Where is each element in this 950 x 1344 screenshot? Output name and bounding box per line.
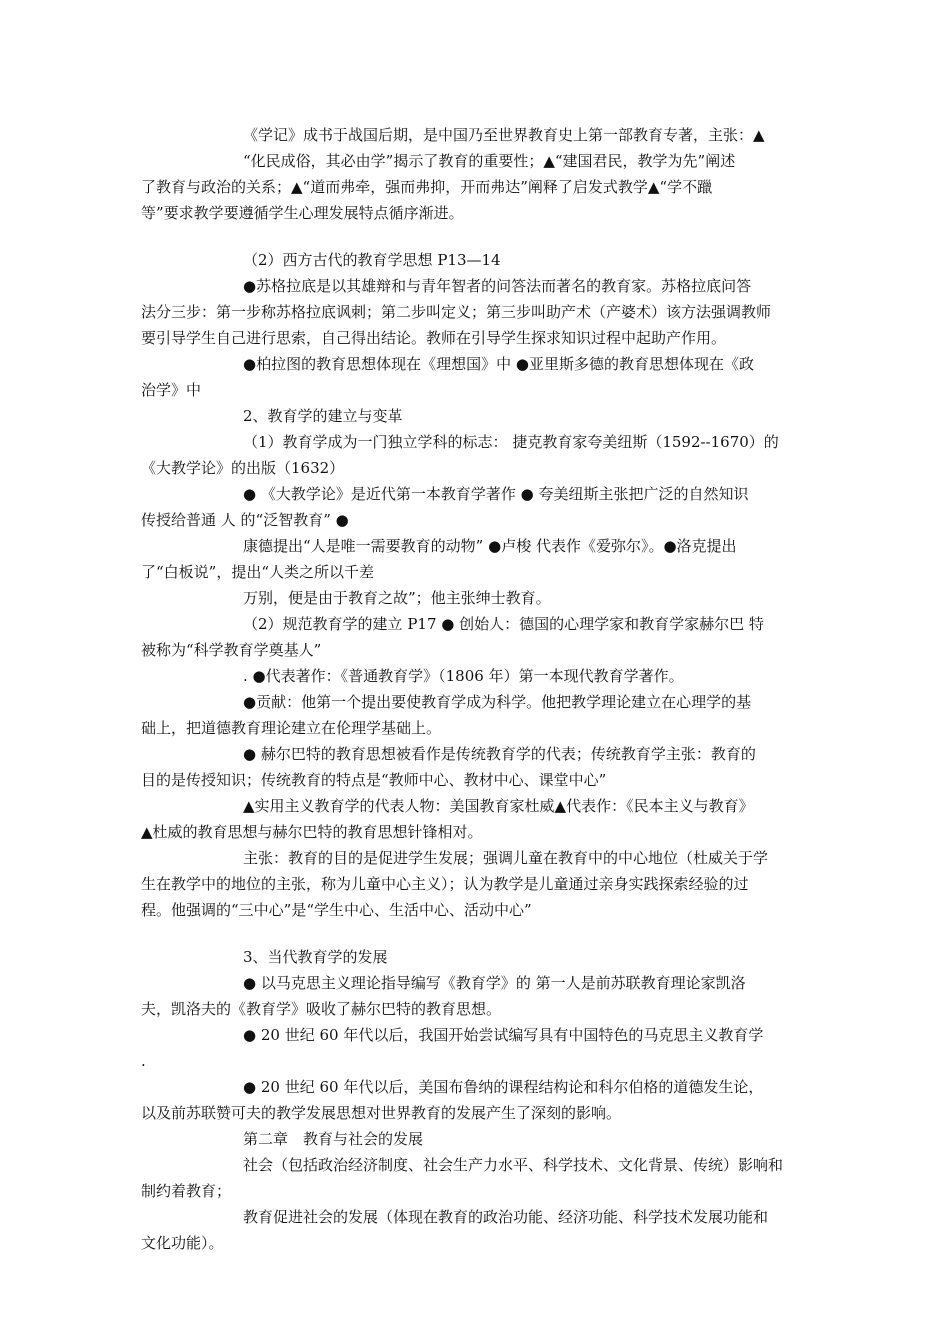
text-line: 主张：教育的目的是促进学生发展；强调儿童在教育中的中心地位（杜威关于学 xyxy=(243,849,769,867)
text-line: （2）规范教育学的建立 P17 ● 创始人：德国的心理学家和教育学家赫尔巴 特 xyxy=(243,615,764,633)
text-line: 以及前苏联赞可夫的教学发展思想对世界教育的发展产生了深刻的影响。 xyxy=(141,1104,622,1122)
text-line: 夫，凯洛夫的《教育学》吸收了赫尔巴特的教育思想。 xyxy=(141,1000,502,1018)
section-heading: 3、当代教育学的发展 xyxy=(243,948,388,966)
text-line: （1）教育学成为一门独立学科的标志： 捷克教育家夸美纽斯（1592--1670）的 xyxy=(243,433,779,451)
text-line: 《学记》成书于战国后期，是中国乃至世界教育史上第一部教育专著，主张：▲ xyxy=(243,126,765,144)
text-line: 程。他强调的“三中心”是“学生中心、生活中心、活动中心” xyxy=(141,901,532,919)
text-line: 传授给普通 人 的“泛智教育” ● xyxy=(141,511,349,529)
text-line: 法分三步：第一步称苏格拉底讽刺；第二步叫定义；第三步叫助产术（产婆术）该方法强调教师 xyxy=(141,303,772,321)
text-line: ●贡献：他第一个提出要使教育学成为科学。他把教学理论建立在心理学的基 xyxy=(243,693,752,711)
text-line: ● 以马克思主义理论指导编写《教育学》的 第一人是前苏联教育理论家凯洛 xyxy=(243,974,746,992)
text-line: 康德提出“人是唯一需要教育的动物” ●卢梭 代表作《爱弥尔》。●洛克提出 xyxy=(243,537,737,555)
text-line: ●苏格拉底是以其雄辩和与青年智者的问答法而著名的教育家。苏格拉底问答 xyxy=(243,277,752,295)
text-line: ▲实用主义教育学的代表人物：美国教育家杜威▲代表作：《民本主义与教育》 xyxy=(243,797,754,815)
text-line: ▲杜威的教育思想与赫尔巴特的教育思想针锋相对。 xyxy=(141,823,483,841)
chapter-heading: 第二章 教育与社会的发展 xyxy=(243,1130,424,1148)
text-line: 文化功能）。 xyxy=(141,1234,224,1252)
spacer xyxy=(141,226,813,247)
text-line: ● 《大教学论》是近代第一本教育学著作 ● 夸美纽斯主张把广泛的自然知识 xyxy=(243,485,749,503)
text-line: 治学》中 xyxy=(141,381,202,399)
text-line: 目的是传授知识；传统教育的特点是“教师中心、教材中心、课堂中心” xyxy=(141,771,607,789)
text-line: 了教育与政治的关系；▲“道而弗牵，强而弗抑，开而弗达”阐释了启发式教学▲“学不躐 xyxy=(141,178,713,196)
text-line: 被称为“科学教育学奠基人” xyxy=(141,641,322,659)
text-line: . ●代表著作：《普通教育学》（1806 年）第一本现代教育学著作。 xyxy=(243,667,684,685)
text-line: 制约着教育； xyxy=(141,1182,232,1200)
section-heading: （2）西方古代的教育学思想 P13—14 xyxy=(243,251,501,269)
spacer xyxy=(141,923,813,944)
text-line: . xyxy=(141,1052,146,1070)
text-line: ●柏拉图的教育思想体现在《理想国》中 ●亚里斯多德的教育思想体现在《政 xyxy=(243,355,754,373)
text-line: 教育促进社会的发展（体现在教育的政治功能、经济功能、科学技术发展功能和 xyxy=(243,1208,769,1226)
document-body xyxy=(141,122,813,1256)
text-line: 了“白板说”，提出“人类之所以千差 xyxy=(141,563,375,581)
text-line: ● 20 世纪 60 年代以后，我国开始尝试编写具有中国特色的马克思主义教育学 xyxy=(243,1026,764,1044)
text-line: 社会（包括政治经济制度、社会生产力水平、科学技术、文化背景、传统）影响和 xyxy=(243,1156,784,1174)
text-line: 等”要求教学要遵循学生心理发展特点循序渐进。 xyxy=(141,204,464,222)
text-line: 要引导学生自己进行思索，自己得出结论。教师在引导学生探求知识过程中起助产作用。 xyxy=(141,329,727,347)
text-line: “化民成俗，其必由学”揭示了教育的重要性；▲“建国君民，教学为先”阐述 xyxy=(243,152,736,170)
text-line: 础上，把道德教育理论建立在伦理学基础上。 xyxy=(141,719,442,737)
text-line: 《大教学论》的出版（1632） xyxy=(141,459,345,477)
section-heading: 2、教育学的建立与变革 xyxy=(243,407,403,425)
text-line: 万别，便是由于教育之故”；他主张绅士教育。 xyxy=(243,589,551,607)
text-line: ● 赫尔巴特的教育思想被看作是传统教育学的代表；传统教育学主张：教育的 xyxy=(243,745,756,763)
text-line: 生在教学中的地位的主张，称为儿童中心主义）；认为教学是儿童通过亲身实践探索经验的过 xyxy=(141,875,749,893)
text-line: ● 20 世纪 60 年代以后，美国布鲁纳的课程结构论和科尔伯格的道德发生论， xyxy=(243,1078,764,1096)
